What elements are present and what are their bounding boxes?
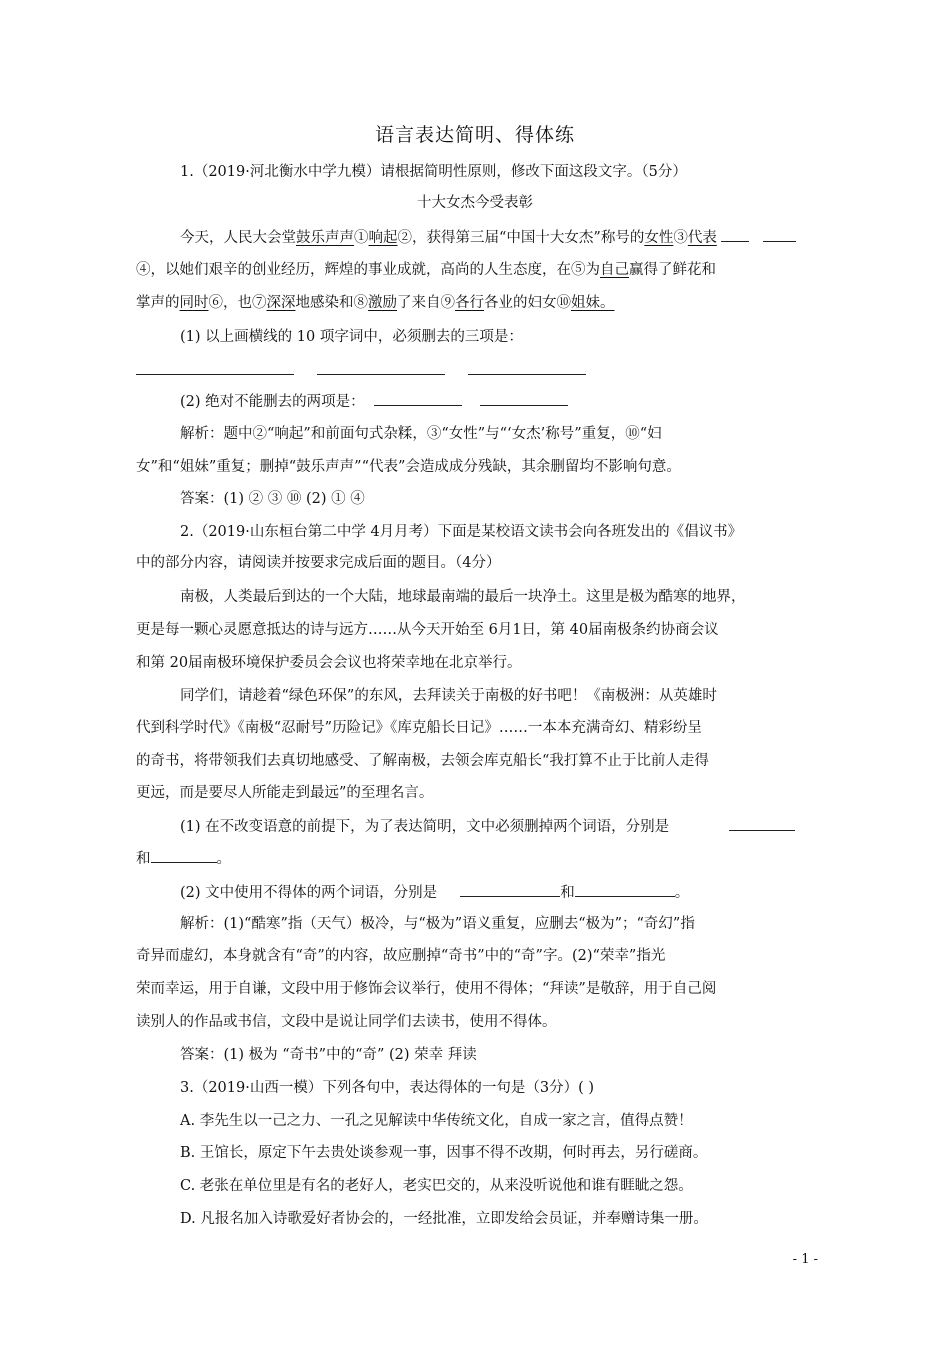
page-number: - 1 -	[792, 1252, 818, 1267]
q1-passage-line-3: 掌声的同时⑥，也⑦深深地感染和⑧激励了来自⑨各行各业的妇女⑩姐妹。	[136, 295, 615, 311]
q3-option-c: C. 老张在单位里是有名的老好人，老实巴交的，从来没听说他和谁有睚眦之怨。	[180, 1178, 693, 1194]
underlined-term: 鼓乐声声	[296, 230, 354, 246]
underlined-term: 深深	[266, 295, 296, 311]
q3-option-a: A. 李先生以一己之力、一孔之见解读中华传统文化，自成一家之言，值得点赞！	[180, 1113, 693, 1129]
q3-option-b: B. 王馆长，原定下午去贵处谈参观一事，因事不得不改期，何时再去，另行磋商。	[180, 1145, 708, 1161]
q2-para1-3: 和第 20届南极环境保护委员会会议也将荣幸地在北京举行。	[136, 655, 522, 671]
underlined-term: 自己	[600, 262, 629, 278]
q1-analysis-1: 解析：题中②“响起”和前面句式杂糅，③“女性”与“‘女杰’称号”重复，⑩“妇	[180, 426, 662, 442]
q2-subquestion-2: (2) 文中使用不得体的两个词语，分别是 和 。	[180, 882, 689, 903]
q2-para2-2: 代到科学时代》《南极“忍耐号”历险记》《库克船长日记》……一本本充满奇幻、精彩纷呈	[136, 720, 702, 736]
q2-subquestion-1: (1) 在不改变语意的前提下，为了表达简明，文中必须删掉两个词语，分别是	[180, 816, 795, 837]
q2-para2-4: 更远，而是要尽人所能走到最远”的至理名言。	[136, 785, 434, 801]
q1-answer-blanks-1	[136, 360, 586, 381]
q2-para1-2: 更是每一颗心灵愿意抵达的诗与远方……从今天开始至 6月1日，第 40届南极条约协商会议	[136, 622, 719, 638]
q1-answer: 答案：(1) ② ③ ⑩ (2) ① ④	[180, 491, 365, 507]
q2-answer: 答案：(1) 极为 “奇书”中的“奇” (2) 荣幸 拜读	[180, 1047, 477, 1063]
q1-subquestion-2: (2) 绝对不能删去的两项是：	[180, 391, 568, 412]
q2-para1-1: 南极，人类最后到达的一个大陆，地球最南端的最后一块净土。这里是极为酷寒的地界，	[180, 589, 746, 605]
q2-stem-2: 中的部分内容，请阅读并按要求完成后面的题目。（4分）	[136, 555, 501, 571]
q2-subquestion-1-cont: 和 。	[136, 848, 231, 869]
q2-analysis-4: 读别人的作品或书信，文段中是说让同学们去读书，使用不得体。	[136, 1014, 557, 1030]
q2-para2-3: 的奇书，将带领我们去真切地感受、了解南极，去领会库克船长“我打算不止于比前人走得	[136, 753, 709, 769]
q1-subquestion-1: (1) 以上画横线的 10 项字词中，必须删去的三项是：	[180, 329, 523, 345]
underlined-term: 激励	[368, 295, 397, 311]
q1-stem: 1.（2019·河北衡水中学九模）请根据简明性原则，修改下面这段文字。（5分）	[180, 164, 687, 180]
underlined-term: 女性	[644, 230, 674, 246]
q2-para2-1: 同学们，请趁着“绿色环保”的东风，去拜读关于南极的好书吧！《南极洲：从英雄时	[180, 688, 717, 704]
q1-passage-title: 十大女杰今受表彰	[417, 195, 533, 211]
q2-analysis-2: 奇异而虚幻，本身就含有“奇”的内容，故应删掉“奇书”中的“奇”字。(2)“荣幸”指光	[136, 948, 666, 964]
q1-analysis-2: 女”和“姐妹”重复；删掉“鼓乐声声”“代表”会造成成分残缺，其余删留均不影响句意。	[136, 459, 681, 475]
q1-passage-line-1: 今天，人民大会堂鼓乐声声①响起②，获得第三届“中国十大女杰”称号的女性③代表	[180, 227, 796, 248]
q2-stem-1: 2.（2019·山东桓台第二中学 4月月考）下面是某校语文读书会向各班发出的《倡议书》	[180, 524, 743, 540]
q1-passage-line-2: ④，以她们艰辛的创业经历，辉煌的事业成就，高尚的人生态度，在⑤为自己赢得了鲜花和	[136, 262, 716, 278]
q2-analysis-1: 解析：(1)“酷寒”指（天气）极冷，与“极为”语义重复，应删去“极为”；“奇幻”指	[180, 916, 695, 932]
underlined-term: 代表	[687, 230, 717, 246]
underlined-term: 响起	[368, 230, 398, 246]
document-title: 语言表达简明、得体练	[374, 124, 575, 146]
underlined-term: 各行	[455, 295, 484, 311]
q3-stem: 3.（2019·山西一模）下列各句中，表达得体的一句是（3分）( )	[180, 1080, 594, 1096]
underlined-term: 姐妹。	[571, 295, 615, 311]
underlined-term: 同时	[179, 295, 209, 311]
q2-analysis-3: 荣而幸运，用于自谦，文段中用于修饰会议举行，使用不得体；“拜读”是敬辞，用于自己阅	[136, 981, 717, 997]
q3-option-d: D. 凡报名加入诗歌爱好者协会的，一经批准，立即发给会员证，并奉赠诗集一册。	[180, 1211, 708, 1227]
